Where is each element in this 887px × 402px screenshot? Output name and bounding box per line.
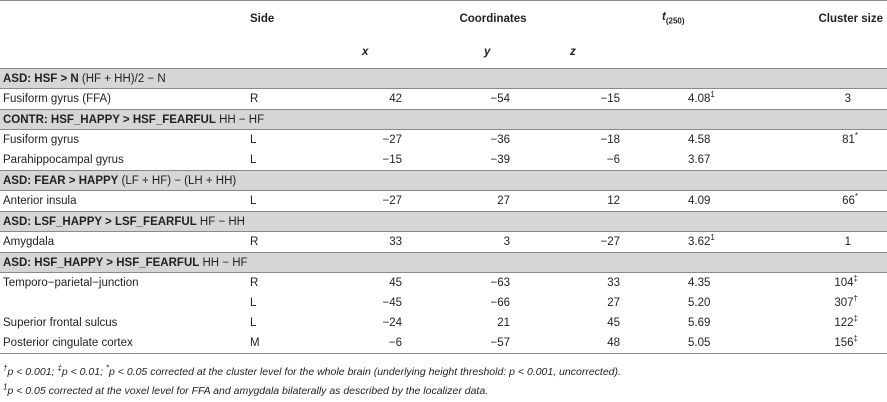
header-row-2 bbox=[0, 36, 887, 69]
t-cell bbox=[658, 191, 775, 212]
side-cell: L bbox=[250, 297, 257, 309]
section-label-bold: ASD: HSF_HAPPY > HSF_FEARFUL bbox=[3, 256, 200, 269]
x-cell: −15 bbox=[382, 154, 402, 166]
cluster-cell bbox=[775, 89, 887, 110]
header-y: y bbox=[484, 46, 491, 58]
region-cell: Amygdala bbox=[3, 236, 55, 248]
x-cell: −6 bbox=[328, 333, 428, 354]
header-side: Side bbox=[250, 12, 275, 25]
t-value: 3.67 bbox=[688, 154, 711, 166]
cluster-superscript: ‡ bbox=[853, 334, 858, 344]
y-cell: 3 bbox=[503, 236, 510, 248]
table-row bbox=[0, 130, 887, 151]
cluster-cell bbox=[775, 313, 887, 333]
section-label-bold: CONTR: HSF_HAPPY > HSF_FEARFUL bbox=[3, 113, 216, 126]
table-row bbox=[0, 89, 887, 110]
side-cell: R bbox=[250, 236, 259, 248]
cluster-value: 104 bbox=[834, 277, 854, 289]
t-cell bbox=[658, 333, 775, 354]
section-label-rest: (LF + HF) − (LH + HH) bbox=[118, 174, 237, 187]
section-label-bold: ASD: LSF_HAPPY > LSF_FEARFUL bbox=[3, 215, 197, 228]
section-label bbox=[0, 253, 887, 273]
t-value: 4.58 bbox=[688, 134, 711, 146]
t-value: 4.35 bbox=[688, 277, 711, 289]
table-row bbox=[0, 232, 887, 253]
section-label-bold: ASD: FEAR > HAPPY bbox=[3, 174, 119, 187]
y-cell: −54 bbox=[490, 93, 510, 105]
cluster-cell bbox=[775, 130, 887, 151]
table-row bbox=[0, 313, 887, 333]
header-t-base: t bbox=[662, 11, 666, 24]
y-cell: −63 bbox=[490, 277, 510, 289]
section-label-rest: (HF + HH)/2 − N bbox=[78, 72, 166, 85]
cluster-value: 156 bbox=[834, 337, 854, 349]
section-label-bold: ASD: HSF > N bbox=[3, 72, 79, 85]
x-cell: −24 bbox=[382, 317, 402, 329]
table-row bbox=[0, 273, 887, 294]
z-cell: −6 bbox=[606, 154, 620, 166]
header-coordinates: Coordinates bbox=[459, 12, 527, 25]
t-value: 5.69 bbox=[688, 317, 711, 329]
section-header-row bbox=[0, 253, 887, 273]
table-row bbox=[0, 150, 887, 171]
side-cell: L bbox=[250, 195, 257, 207]
side-cell: L bbox=[250, 154, 257, 166]
table-body bbox=[0, 69, 887, 354]
t-value: 5.05 bbox=[688, 337, 711, 349]
y-cell: −36 bbox=[490, 134, 510, 146]
side-cell: R bbox=[250, 93, 259, 105]
y-cell: −66 bbox=[490, 297, 510, 309]
section-label bbox=[0, 69, 887, 89]
header-cluster-size: Cluster size bbox=[818, 12, 883, 25]
header-t-sub: (250) bbox=[665, 16, 685, 26]
cluster-value: 3 bbox=[844, 93, 851, 105]
z-cell: 12 bbox=[607, 195, 620, 207]
region-cell: Posterior cingulate cortex bbox=[0, 333, 246, 354]
cluster-cell bbox=[775, 273, 887, 294]
z-cell: −18 bbox=[600, 134, 620, 146]
region-cell: Fusiform gyrus (FFA) bbox=[3, 93, 111, 105]
side-cell: M bbox=[246, 333, 328, 354]
side-cell: L bbox=[250, 134, 257, 146]
t-value: 4.09 bbox=[688, 195, 711, 207]
footnote-significance: †p < 0.001; ‡p < 0.01; *p < 0.05 corrected at the cluster level for the whole brain (underlying height threshold: p < 0.001, uncorrected). bbox=[3, 363, 621, 378]
section-label bbox=[0, 212, 887, 232]
region-cell: Temporo−parietal−junction bbox=[3, 277, 139, 289]
cluster-value: 1 bbox=[844, 236, 851, 248]
cluster-cell bbox=[775, 150, 887, 171]
table-row bbox=[0, 333, 887, 354]
t-value: 4.08 bbox=[688, 93, 711, 105]
t-cell bbox=[658, 150, 775, 171]
x-cell: 33 bbox=[389, 236, 402, 248]
x-cell: −27 bbox=[382, 134, 402, 146]
x-cell: 42 bbox=[389, 93, 402, 105]
region-cell bbox=[0, 293, 246, 313]
cluster-cell bbox=[775, 232, 887, 253]
table-row bbox=[0, 293, 887, 313]
region-cell: Anterior insula bbox=[3, 195, 77, 207]
z-cell: −15 bbox=[600, 93, 620, 105]
cluster-superscript: * bbox=[854, 131, 858, 141]
section-label bbox=[0, 171, 887, 191]
t-superscript: 1 bbox=[710, 233, 715, 243]
header-row-1 bbox=[0, 1, 887, 37]
section-label bbox=[0, 110, 887, 130]
cluster-value: 122 bbox=[834, 317, 854, 329]
t-cell bbox=[658, 293, 775, 313]
section-header-row bbox=[0, 171, 887, 191]
y-cell: 21 bbox=[497, 317, 510, 329]
z-cell: 48 bbox=[548, 333, 658, 354]
cluster-value: 66 bbox=[842, 195, 855, 207]
header-region bbox=[0, 1, 246, 37]
x-cell: −27 bbox=[382, 195, 402, 207]
cluster-superscript: ‡ bbox=[853, 314, 858, 324]
t-cell bbox=[658, 232, 775, 253]
section-label-rest: HH − HF bbox=[199, 256, 248, 269]
z-cell: 45 bbox=[607, 317, 620, 329]
z-cell: −27 bbox=[600, 236, 620, 248]
section-header-row bbox=[0, 212, 887, 232]
t-cell bbox=[658, 130, 775, 151]
region-cell: Superior frontal sulcus bbox=[3, 317, 118, 329]
x-cell: −45 bbox=[382, 297, 402, 309]
cluster-superscript: ‡ bbox=[853, 274, 858, 284]
side-cell: L bbox=[250, 317, 257, 329]
t-value: 3.62 bbox=[688, 236, 711, 248]
header-x: x bbox=[362, 46, 369, 58]
cluster-value: 81 bbox=[842, 134, 855, 146]
x-cell: 45 bbox=[389, 277, 402, 289]
t-superscript: 1 bbox=[710, 90, 715, 100]
cluster-cell bbox=[775, 191, 887, 212]
footnote-voxel-level: $^1$p < 0.05 corrected at the voxel level for FFA and amygdala bilaterally as described by the localizer data. bbox=[3, 382, 489, 397]
header-z: z bbox=[570, 46, 576, 58]
side-cell: R bbox=[250, 277, 259, 289]
section-label-rest: HH − HF bbox=[215, 113, 265, 126]
cluster-superscript: * bbox=[854, 192, 858, 202]
section-label-rest: HF − HH bbox=[196, 215, 245, 228]
t-cell bbox=[658, 313, 775, 333]
z-cell: 27 bbox=[607, 297, 620, 309]
y-cell: 27 bbox=[497, 195, 510, 207]
table-row bbox=[0, 191, 887, 212]
t-cell bbox=[658, 89, 775, 110]
cluster-superscript: † bbox=[853, 294, 858, 304]
cluster-cell bbox=[775, 333, 887, 354]
section-header-row bbox=[0, 110, 887, 130]
t-cell bbox=[658, 273, 775, 294]
header-t-stat bbox=[658, 1, 775, 37]
y-cell: −39 bbox=[490, 154, 510, 166]
y-cell: −57 bbox=[428, 333, 548, 354]
region-cell: Fusiform gyrus bbox=[3, 134, 80, 146]
cluster-cell bbox=[775, 293, 887, 313]
t-value: 5.20 bbox=[688, 297, 711, 309]
section-header-row bbox=[0, 69, 887, 89]
cluster-value: 307 bbox=[834, 297, 854, 309]
region-cell: Parahippocampal gyrus bbox=[3, 154, 124, 166]
z-cell: 33 bbox=[607, 277, 620, 289]
